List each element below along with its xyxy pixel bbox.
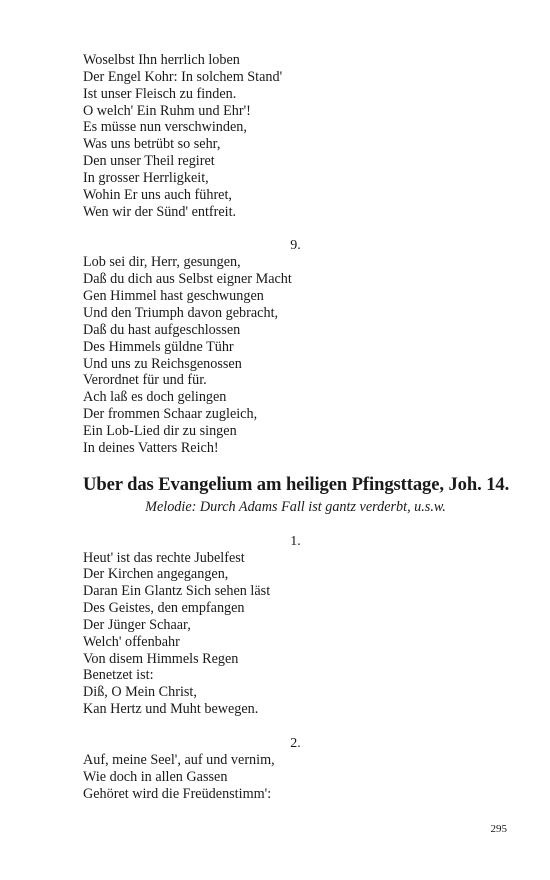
stanza-gap (83, 220, 508, 237)
verse-line: Was uns betrübt so sehr, (83, 136, 221, 153)
verse-line: Daß du hast aufgeschlossen (83, 321, 241, 338)
stanza-2 (83, 735, 508, 803)
verse-line: Wen wir der Sünd' entfreit. (83, 203, 237, 220)
stanza-number: 2. (290, 736, 301, 751)
verse-line: Benetzet ist: (83, 667, 154, 684)
verse-line: Ist unser Fleisch zu finden. (83, 85, 237, 102)
melody-line: Melodie: Durch Adams Fall ist gantz verderbt, u.s.w. (145, 498, 446, 515)
verse-line: Auf, meine Seel', auf und vernim, (83, 752, 275, 768)
verse-line: Und uns zu Reichsgenossen (83, 355, 242, 372)
page-body (83, 52, 508, 803)
verse-line: Daran Ein Glantz Sich sehen läst (83, 583, 271, 600)
stanza-number: 1. (290, 533, 301, 549)
verse-line: Woselbst Ihn herrlich loben (83, 52, 240, 68)
stanza-continued (83, 52, 508, 220)
section-gap (83, 457, 508, 473)
verse-line: Gen Himmel hast geschwungen (83, 288, 264, 305)
verse-line: Der Kirchen angegangen, (83, 566, 229, 583)
verse-line: Heut' ist das rechte Jubelfest (83, 549, 245, 566)
verse-line: Der frommen Schaar zugleich, (83, 406, 258, 423)
verse-line: Ach laß es doch gelingen (83, 389, 227, 406)
verse-line: Der Jünger Schaar, (83, 616, 191, 633)
verse-line: Ein Lob-Lied dir zu singen (83, 422, 237, 439)
verse-line: Kan Hertz und Muht bewegen. (83, 701, 259, 718)
verse-line: Lob sei dir, Herr, gesungen, (83, 254, 241, 271)
stanza-gap (83, 718, 508, 735)
verse-line: Von disem Himmels Regen (83, 650, 239, 667)
stanza-number: 9. (290, 238, 301, 254)
verse-line: Des Geistes, den empfangen (83, 600, 245, 617)
section-heading: Uber das Evangelium am heiligen Pfingsttage, Joh. 14. (83, 473, 510, 495)
verse-line: Gehöret wird die Freüdenstimm': (83, 785, 272, 802)
verse-line: Und den Triumph davon gebracht, (83, 304, 279, 321)
stanza-9 (83, 237, 508, 456)
verse-line: Diß, O Mein Christ, (83, 684, 197, 701)
page-number: 295 (490, 823, 507, 835)
verse-line: Welch' offenbahr (83, 633, 180, 650)
verse-line: O welch' Ein Ruhm und Ehr'! (83, 102, 251, 119)
verse-line: Der Engel Kohr: In solchem Stand' (83, 68, 283, 85)
verse-line: In deines Vatters Reich! (83, 439, 219, 456)
melody-gap (83, 516, 508, 533)
verse-line: Wohin Er uns auch führet, (83, 186, 232, 203)
verse-line: Verordnet für und für. (83, 372, 207, 389)
verse-line: Den unser Theil regiret (83, 153, 215, 170)
verse-line: Wie doch in allen Gassen (83, 768, 228, 785)
verse-line: Es müsse nun verschwinden, (83, 119, 247, 136)
verse-line: Daß du dich aus Selbst eigner Macht (83, 271, 292, 288)
stanza-1 (83, 533, 508, 718)
verse-line: Des Himmels güldne Tühr (83, 338, 234, 355)
verse-line: In grosser Herrligkeit, (83, 169, 209, 186)
